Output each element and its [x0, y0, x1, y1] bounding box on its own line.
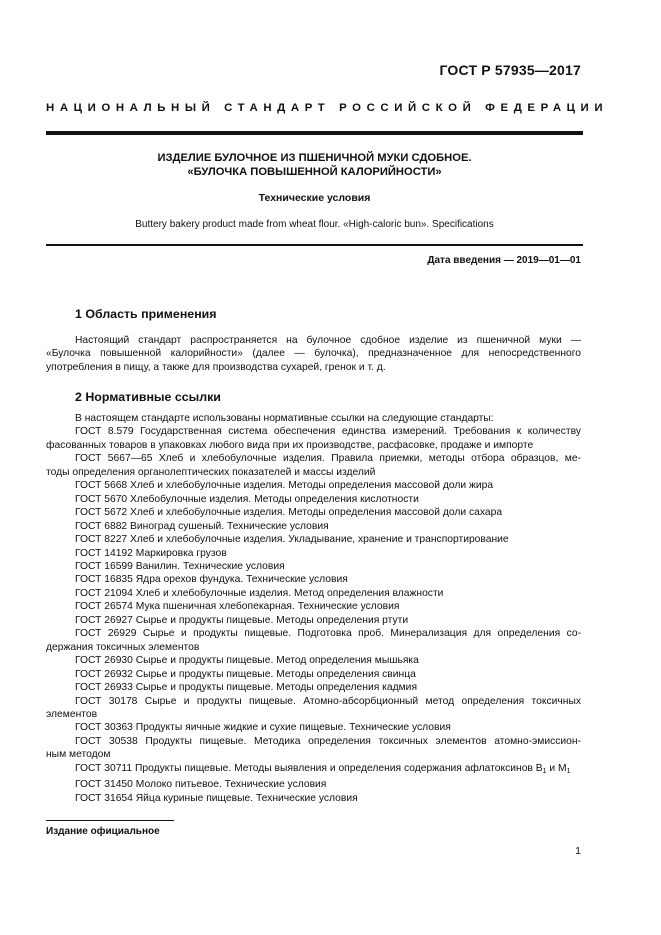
reference-text: и M: [546, 762, 567, 774]
reference-line: ГОСТ 26932 Сырье и продукты пищевые. Методы определения свинца: [75, 668, 416, 680]
document-subtitle: Технические условия: [258, 192, 371, 204]
reference-line: ным методом: [46, 749, 111, 761]
reference-line: ГОСТ 26929 Сырье и продукты пищевые. Подготовка проб. Минерализация для определения со-: [75, 628, 581, 640]
reference-line: ГОСТ 8227 Хлеб и хлебобулочные изделия. Укладывание, хранение и транспортирование: [75, 534, 509, 546]
subscript: 1: [542, 767, 547, 775]
footer-rule: [46, 820, 174, 821]
reference-line: ГОСТ 5667—65 Хлеб и хлебобулочные изделия. Правила приемки, методы отбора образцов, ме-: [75, 453, 581, 465]
section-1-line: употребления в пищу, а также для производства сухарей, гренок и т. д.: [46, 361, 386, 373]
reference-line: держания токсичных элементов: [46, 641, 200, 653]
reference-line: ГОСТ 26927 Сырье и продукты пищевые. Методы определения ртути: [75, 614, 409, 626]
reference-line: ГОСТ 14192 Маркировка грузов: [75, 547, 227, 559]
section-1-line: «Булочка повышенной калорийности» (далее — булочка), предназначенное для непосредственного: [46, 348, 581, 360]
reference-line: ГОСТ 26933 Сырье и продукты пищевые. Методы определения кадмия: [75, 682, 418, 694]
reference-line: тоды определения органолептических показателей и массы изделий: [46, 466, 376, 478]
header-rule: [46, 131, 583, 135]
reference-line: ГОСТ 6882 Виноград сушеный. Технические условия: [75, 520, 329, 532]
national-standard-heading: НАЦИОНАЛЬНЫЙ СТАНДАРТ РОССИЙСКОЙ ФЕДЕРАЦИИ: [46, 102, 609, 114]
reference-line: ГОСТ 26574 Мука пшеничная хлебопекарная. Технические условия: [75, 601, 400, 613]
reference-line: фасованных товаров в упаковках любого вида при их производстве, расфасовке, продаже и импорте: [46, 439, 534, 451]
normative-references: [46, 412, 581, 805]
reference-item: [46, 762, 581, 778]
reference-line: ГОСТ 16599 Ванилин. Технические условия: [75, 560, 285, 572]
title-line-1: ИЗДЕЛИЕ БУЛОЧНОЕ ИЗ ПШЕНИЧНОЙ МУКИ СДОБНОЕ.: [157, 152, 472, 164]
reference-line: ГОСТ 21094 Хлеб и хлебобулочные изделия. Метод определения влажности: [75, 587, 444, 599]
gost-number: ГОСТ Р 57935—2017: [439, 62, 581, 78]
introduction-date: Дата введения — 2019—01—01: [427, 255, 581, 266]
official-edition-label: Издание официальное: [46, 826, 160, 837]
title-rule: [46, 244, 583, 246]
reference-line: ГОСТ 31450 Молоко питьевое. Технические условия: [75, 779, 327, 791]
reference-line: ГОСТ 30538 Продукты пищевые. Методика определения токсичных элементов атомно-эмиссион-: [75, 735, 581, 747]
title-line-2: «БУЛОЧКА ПОВЫШЕННОЙ КАЛОРИЙНОСТИ»: [187, 166, 442, 178]
reference-line: ГОСТ 5670 Хлебобулочные изделия. Методы определения кислотности: [75, 493, 419, 505]
reference-line: элементов: [46, 708, 98, 720]
section-1-line: Настоящий стандарт распространяется на булочное сдобное изделие из пшеничной муки —: [75, 335, 581, 346]
reference-text: ГОСТ 30711 Продукты пищевые. Методы выявления и определения содержания афлатоксинов B: [75, 762, 543, 774]
section-2-heading: 2 Нормативные ссылки: [75, 390, 221, 404]
reference-list: [46, 425, 581, 761]
reference-line: ГОСТ 8.579 Государственная система обеспечения единства измерений. Требования к количеству: [75, 426, 581, 438]
page-number: 1: [575, 845, 581, 857]
english-title: Buttery bakery product made from wheat flour. «High-caloric bun». Specifications: [135, 219, 494, 230]
reference-line: ГОСТ 30178 Сырье и продукты пищевые. Атомно-абсорбционный метод определения токсичных: [75, 695, 581, 707]
reference-line: ГОСТ 5672 Хлеб и хлебобулочные изделия. Методы определения массовой доли сахара: [75, 507, 503, 519]
reference-list-tail: [46, 778, 581, 805]
reference-line: ГОСТ 5668 Хлеб и хлебобулочные изделия. Методы определения массовой доли жира: [75, 480, 494, 492]
section-1-heading: 1 Область применения: [75, 307, 217, 321]
subscript: 1: [566, 767, 571, 775]
references-intro: В настоящем стандарте использованы нормативные ссылки на следующие стандарты:: [75, 413, 494, 424]
reference-line: ГОСТ 30363 Продукты яичные жидкие и сухие пищевые. Технические условия: [75, 722, 451, 734]
reference-line: ГОСТ 26930 Сырье и продукты пищевые. Метод определения мышьяка: [75, 655, 419, 667]
document-title: [46, 151, 583, 179]
section-1-body: [46, 334, 581, 374]
reference-line: ГОСТ 16835 Ядра орехов фундука. Технические условия: [75, 574, 348, 586]
reference-line: ГОСТ 31654 Яйца куриные пищевые. Технические условия: [75, 792, 358, 804]
